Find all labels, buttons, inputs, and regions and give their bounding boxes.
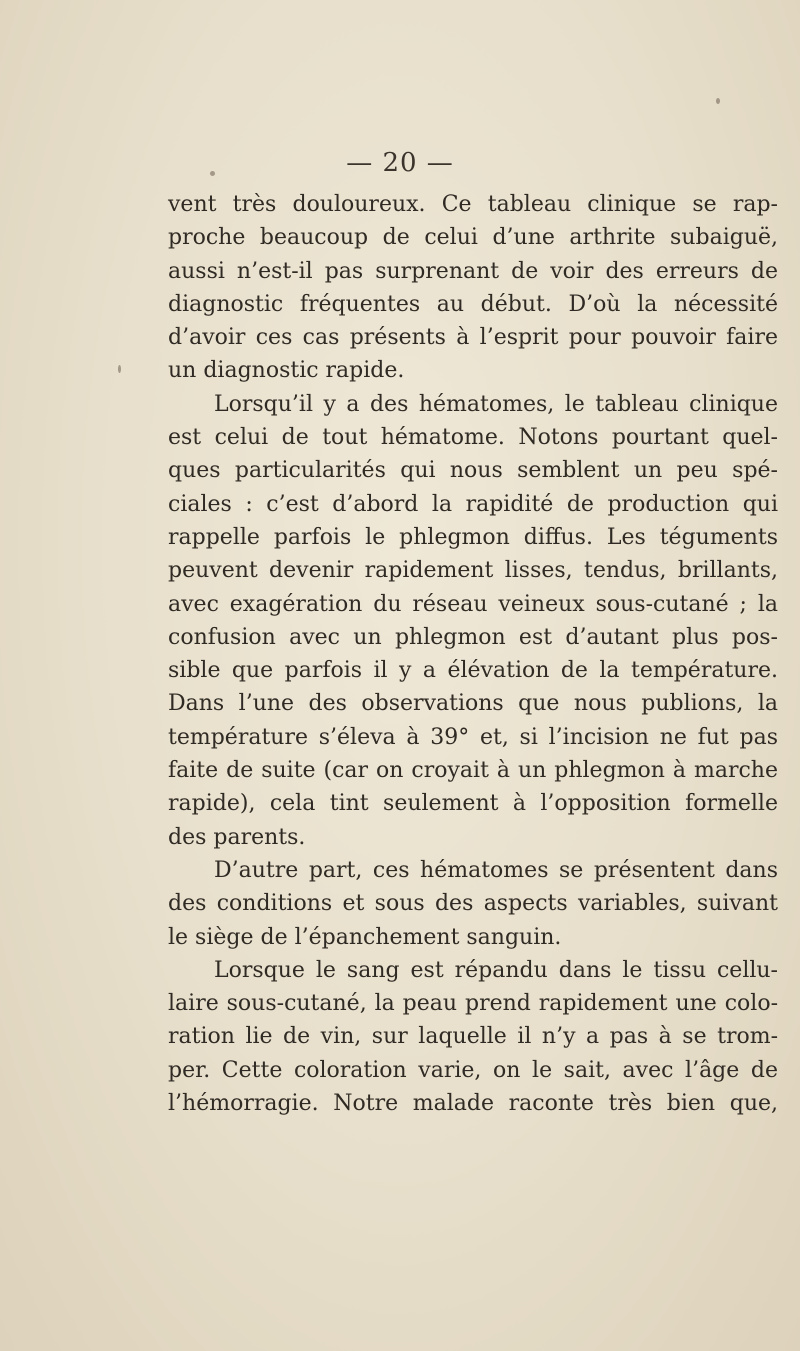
- text-line: diagnostic fréquentes au début. D’où la nécessité: [168, 291, 778, 317]
- text-line: confusion avec un phlegmon est d’autant plus pos-: [168, 624, 778, 650]
- text-line: avec exagération du réseau veineux sous-cutané ; la: [168, 591, 778, 617]
- text-line: laire sous-cutané, la peau prend rapidement une colo-: [168, 991, 778, 1017]
- text-line: D’autre part, ces hématomes se présentent dans: [214, 857, 778, 883]
- text-line: faite de suite (car on croyait à un phlegmon à marche: [168, 758, 778, 784]
- text-line: Lorsqu’il y a des hématomes, le tableau clinique: [214, 391, 778, 417]
- text-line: aussi n’est-il pas surprenant de voir des erreurs de: [168, 258, 778, 284]
- text-line: l’hémorragie. Notre malade raconte très bien que,: [168, 1091, 778, 1117]
- text-line: ciales : c’est d’abord la rapidité de production qui: [168, 491, 778, 517]
- text-line: un diagnostic rapide.: [168, 358, 405, 384]
- page-number: — 20 —: [346, 148, 454, 178]
- text-line: proche beaucoup de celui d’une arthrite subaiguë,: [168, 225, 778, 251]
- text-line: température s’éleva à 39° et, si l’incision ne fut pas: [168, 724, 778, 750]
- text-line: ration lie de vin, sur laquelle il n’y a pas à se trom-: [168, 1024, 778, 1050]
- text-line: des conditions et sous des aspects variables, suivant: [168, 891, 778, 917]
- text-line: ques particularités qui nous semblent un peu spé-: [168, 458, 778, 484]
- text-line: rapide), cela tint seulement à l’opposition formelle: [168, 791, 778, 817]
- text-line: est celui de tout hématome. Notons pourtant quel-: [168, 425, 778, 451]
- text-line: d’avoir ces cas présents à l’esprit pour pouvoir faire: [168, 325, 778, 351]
- text-line: Dans l’une des observations que nous publions, la: [168, 691, 778, 717]
- text-line: vent très douloureux. Ce tableau clinique se rap-: [168, 192, 778, 217]
- text-line: per. Cette coloration varie, on le sait, avec l’âge de: [168, 1057, 778, 1083]
- text-line: le siège de l’épanchement sanguin.: [168, 924, 562, 950]
- text-line: Lorsque le sang est répandu dans le tissu cellu-: [214, 957, 778, 983]
- text-line: sible que parfois il y a élévation de la température.: [168, 658, 778, 684]
- text-line: rappelle parfois le phlegmon diffus. Les téguments: [168, 524, 778, 550]
- text-line: peuvent devenir rapidement lisses, tendus, brillants,: [168, 558, 778, 584]
- ink-speck: [716, 98, 720, 104]
- text-line: des parents.: [168, 824, 306, 850]
- ink-speck: [118, 365, 121, 373]
- body-text: [168, 188, 778, 1120]
